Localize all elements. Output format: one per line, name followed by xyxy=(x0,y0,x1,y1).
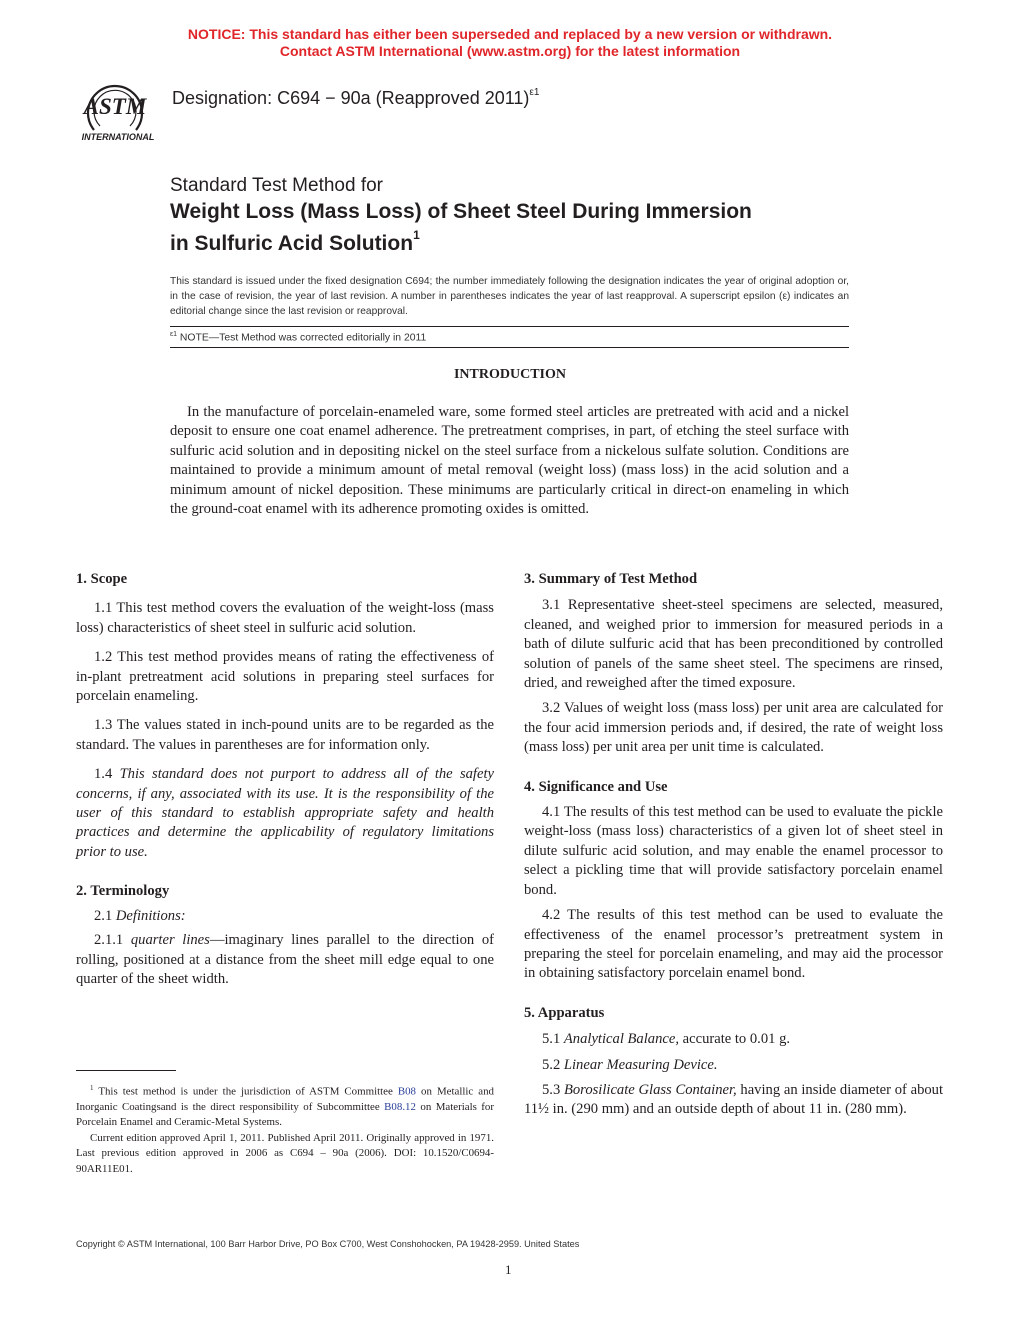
significance-heading: 4. Significance and Use xyxy=(524,778,668,795)
para-2-1-1-text: —imaginary lines parallel to the direction of rolling, positioned at a distance from the sheet mill edge equal to one quarter of the sheet width. xyxy=(76,932,494,987)
para-2-1-1-num: 2.1.1 xyxy=(94,932,131,949)
divider-bottom xyxy=(170,347,849,348)
epsilon-mark: ε1 xyxy=(170,331,178,338)
para-2-1-1-term: quarter lines xyxy=(130,932,210,949)
introduction-heading: INTRODUCTION xyxy=(453,367,566,382)
para-3-2: 3.2 Values of weight loss (mass loss) per unit area are calculated for the four acid immersion periods and, if desired, the rate of weight loss (mass loss) per unit area per unit time is calculated. xyxy=(524,700,943,756)
para-1-2: 1.2 This test method provides means of rating the effectiveness of in-plant pretreatment acid solutions in preparing steel surfaces for porcelain enameling. xyxy=(76,649,494,705)
para-5-1-term: Analytical Balance, xyxy=(563,1031,679,1048)
footnote-link-b08[interactable]: B08 xyxy=(397,1085,416,1098)
para-5-1 xyxy=(524,1030,943,1049)
para-1-4 xyxy=(76,765,494,862)
para-5-1-num: 5.1 xyxy=(542,1031,564,1048)
para-5-2-term: Linear Measuring Device. xyxy=(563,1056,718,1073)
footnote-text-b: on Metallic and Inorganic Coatingsand is the direct responsibility of Subcommittee xyxy=(76,1085,494,1114)
notice-line-1: NOTICE: This standard has either been superseded and replaced by a new version or withdrawn. xyxy=(187,26,833,42)
epsilon-note xyxy=(170,331,426,343)
para-5-3-num: 5.3 xyxy=(542,1081,564,1098)
astm-logo xyxy=(72,72,164,152)
page-number: 1 xyxy=(505,1262,512,1277)
left-column xyxy=(76,570,494,989)
para-1-4-text: This standard does not purport to address all of the safety concerns, if any, associated with its use. It is the responsibility of the user of this standard to establish appropriate safety and health practices and determine the applicability of regulatory limitations prior to use. xyxy=(76,766,494,860)
para-2-1 xyxy=(76,907,494,926)
para-5-3-term: Borosilicate Glass Container, xyxy=(563,1081,737,1098)
para-2-1-num: 2.1 xyxy=(94,907,116,924)
para-5-2 xyxy=(524,1056,943,1075)
para-1-4-num: 1.4 xyxy=(94,766,120,783)
scope-heading: 1. Scope xyxy=(76,571,128,587)
title-footnote-mark: 1 xyxy=(413,228,420,242)
logo-text: ASTM xyxy=(83,94,147,119)
summary-heading: 3. Summary of Test Method xyxy=(524,571,698,587)
title-line-3: in Sulfuric Acid Solution xyxy=(170,232,414,255)
para-5-3 xyxy=(524,1081,943,1120)
footnote-text-c: on Materials for Porcelain Enamel and Ceramic-Metal Systems. xyxy=(76,1101,494,1129)
logo-subtext: INTERNATIONAL xyxy=(81,132,155,142)
para-4-1: 4.1 The results of this test method can be used to evaluate the pickle weight-loss (mass loss) characteristics of a given lot of sheet steel in dilute sulfuric acid solution, and may enable the enamel processor to select a pickling time that will provide satisfactory porcelain enamel bond. xyxy=(524,804,943,898)
notice-line-2: Contact ASTM International (www.astm.org) for the latest information xyxy=(279,43,741,59)
right-column xyxy=(524,570,943,1120)
para-2-1-text: Definitions: xyxy=(115,907,186,924)
para-5-2-num: 5.2 xyxy=(542,1056,564,1073)
para-5-1-text: accurate to 0.01 g. xyxy=(678,1031,791,1048)
designation xyxy=(172,88,539,109)
para-4-2: 4.2 The results of this test method can be used to evaluate the effectiveness of the enamel processor’s pretreatment system in preparing the steel for porcelain enameling, and may aid the processor in obtaining satisfactory porcelain enamel bond. xyxy=(524,907,943,982)
footnote-mark: 1 xyxy=(90,1084,94,1092)
footnote-para-2: Current edition approved April 1, 2011. Published April 2011. Originally approved in 1971. Last previous edition approved in 2006 as C694 – 90a (2006). DOI: 10.1520/C0694-90AR11E01. xyxy=(76,1131,494,1175)
para-1-1: 1.1 This test method covers the evaluation of the weight-loss (mass loss) characteristics of sheet steel in sulfuric acid solution. xyxy=(76,600,494,636)
epsilon-note-text: NOTE—Test Method was corrected editorially in 2011 xyxy=(179,332,427,344)
designation-sup: ε1 xyxy=(529,87,540,98)
title-main xyxy=(170,199,870,257)
terminology-heading: 2. Terminology xyxy=(76,883,170,900)
para-3-1: 3.1 Representative sheet-steel specimens are selected, measured, cleaned, and weighed prior to immersion for measured periods in a bath of dilute sulfuric acid that has been preconditioned by controlled solution of panels of the same sheet steel. The specimens are rinsed, dried, and reweighed after the timed exposure. xyxy=(524,597,943,692)
title-line-1: Standard Test Method for xyxy=(170,175,383,196)
footnote-divider xyxy=(76,1070,176,1071)
designation-text: Designation: C694 − 90a (Reapproved 2011) xyxy=(172,88,530,108)
para-2-1-1 xyxy=(76,931,494,989)
footnote-link-b0812[interactable]: B08.12 xyxy=(384,1101,416,1114)
footnote-text-a: This test method is under the jurisdiction of ASTM Committee xyxy=(93,1085,398,1098)
preamble: This standard is issued under the fixed designation C694; the number immediately following the designation indicates the year of original adoption or, in the case of revision, the year of last revision. A number in parentheses indicates the year of last reapproval. A superscript epsilon (ε) indicates an editorial change since the last revision or reapproval. xyxy=(170,276,849,317)
footnote xyxy=(76,1081,494,1177)
para-5-3-text: having an inside diameter of about 11½ in. (290 mm) and an outside depth of about 11 in. (280 mm). xyxy=(524,1081,944,1118)
footnote-para-1 xyxy=(76,1081,494,1131)
introduction-text: In the manufacture of porcelain-enameled ware, some formed steel articles are pretreated with acid and a nickel deposit to ensure one coat enamel adherence. The pretreatment comprises, in part, of etching the steel surface with sulfuric acid solution and in depositing nickel on the steel surface from a nickelous sulfate solution. Conditions are maintained to provide a minimum amount of metal removal (weight loss) (mass loss) in the acid solution and a minimum amount of nickel deposition. These minimums are particularly critical in direct-on enameling in which the ground-coat enamel with its adherence promoting oxides is omitted. xyxy=(170,404,849,518)
para-1-3: 1.3 The values stated in inch-pound units are to be regarded as the standard. The values in parentheses are for information only. xyxy=(76,717,494,753)
title-line-2: Weight Loss (Mass Loss) of Sheet Steel During Immersion xyxy=(170,200,752,223)
divider-top xyxy=(170,326,849,327)
apparatus-heading: 5. Apparatus xyxy=(524,1004,605,1021)
copyright: Copyright © ASTM International, 100 Barr Harbor Drive, PO Box C700, West Conshohocken, PA 19428-2959. United States xyxy=(76,1239,580,1249)
